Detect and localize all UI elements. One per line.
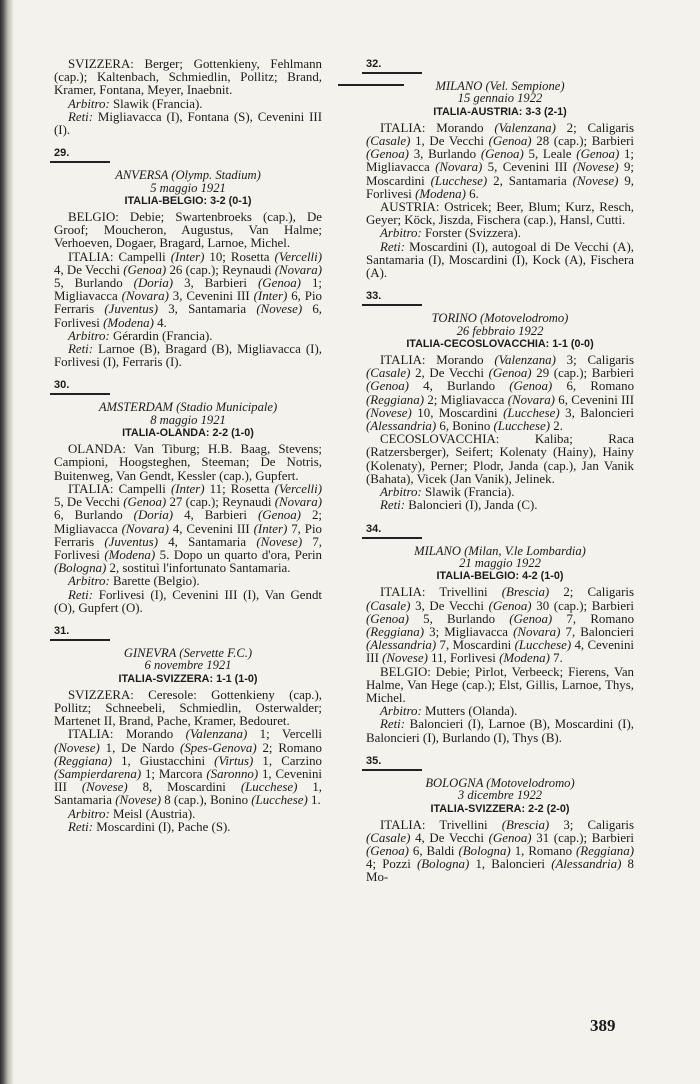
block-gap	[366, 513, 634, 523]
lineup-paragraph: CECOSLOVACCHIA: Kaliba; Raca (Ratzersberger), Seifert; Kolenaty (Hainy), Hainy (Kolenaty), Perner; Plodr, Janda (cap.), Jan Vanik (Bahata), Vicek (Jan Vanik), Jelinek.	[366, 432, 634, 486]
match-number: 30.	[54, 379, 70, 392]
match-score: ITALIA-BELGIO: 4-2 (1-0)	[436, 570, 564, 583]
lineup-paragraph: Reti: Larnoe (B), Bragard (B), Migliavacca (I), Forlivesi (I), Ferraris (I).	[54, 342, 322, 370]
match-number: 33.	[366, 290, 382, 303]
lineup-paragraph: Arbitro: Slawik (Francia).	[380, 485, 515, 500]
match-venue: AMSTERDAM (Stadio Municipale)	[98, 400, 278, 415]
match-block	[366, 523, 634, 745]
match-venue: MILANO (Vel. Sempione)	[435, 79, 565, 93]
lineup-paragraph: Reti: Moscardini (I), autogoal di De Vecchi (A), Santamaria (I), Moscardini (I), Kock (A), Fischera (A).	[366, 239, 634, 281]
lineup-paragraph: BELGIO: Debie; Pirlot, Verbeeck; Fierens, Van Halme, Van Hege (cap.); Elst, Gillis, Larnoe, Thys, Michel.	[366, 664, 634, 705]
lineup-paragraph: Arbitro: Barette (Belgio).	[68, 574, 200, 589]
match-block	[54, 625, 322, 834]
lineup-paragraph: ITALIA: Campelli (Inter) 10; Rosetta (Vercelli) 4, De Vecchi (Genoa) 26 (cap.); Reynaudi (Novara) 5, Burlando (Doria) 3, Barbieri (Genoa) 1; Migliavacca (Novara) 3, Cevenini III (Inter) 6, Pio Ferraris (Juventus) 3, Santamaria (Novese) 6, Forlivesi (Modena) 4.	[54, 249, 323, 330]
right-column	[366, 58, 634, 885]
match-block	[54, 379, 322, 614]
lineup-paragraph: ITALIA: Morando (Valenzana) 2; Caligaris (Casale) 1, De Vecchi (Genoa) 28 (cap.); Barbieri (Genoa) 3, Burlando (Genoa) 5, Leale (Genoa) 1; Migliavacca (Novara) 5, Cevenini III (Novese) 9; Moscardini (Lucchese) 2, Santamaria (Novese) 9, Forlivesi (Modena) 6.	[366, 120, 635, 201]
block-gap	[54, 369, 322, 379]
block-gap	[54, 137, 322, 147]
match-date: 21 maggio 1922	[459, 555, 541, 570]
match-number-rule	[362, 304, 422, 306]
match-number-rule	[362, 769, 422, 771]
lineup-paragraph: Reti: Forlivesi (I), Cevenini III (I), Van Gendt (O), Gupfert (O).	[54, 587, 322, 615]
lineup-paragraph: Reti: Baloncieri (I), Janda (C).	[380, 498, 538, 513]
match-number: 35.	[366, 754, 382, 767]
left-column	[54, 58, 322, 834]
lineup-paragraph: SVIZZERA: Ceresole: Gottenkieny (cap.), Pollitz; Schneebeli, Schmiedlin, Osterwalder; Martenet II, Brand, Pache, Kramer, Bedouret.	[54, 687, 322, 729]
lineup-paragraph: Arbitro: Meisl (Austria).	[68, 806, 196, 821]
match-date: 3 dicembre 1922	[457, 788, 543, 803]
match-block	[54, 147, 322, 369]
block-gap	[54, 615, 322, 625]
lineup-paragraph: Arbitro: Mutters (Olanda).	[380, 704, 518, 719]
lineup-paragraph: Arbitro: Gérardin (Francia).	[68, 328, 213, 343]
match-date: 5 maggio 1921	[150, 180, 226, 195]
match-block	[366, 58, 634, 280]
match-number: 34.	[366, 522, 382, 535]
match-score: ITALIA-BELGIO: 3-2 (0-1)	[124, 195, 252, 208]
match-venue: TORINO (Motovelodromo)	[431, 311, 569, 326]
lineup-paragraph: Reti: Migliavacca (I), Fontana (S), Cevenini III (I).	[54, 109, 322, 138]
match-score: ITALIA-AUSTRIA: 3-3 (2-1)	[433, 105, 567, 118]
match-number: 32.	[366, 58, 382, 70]
match-venue: GINEVRA (Servette F.C.)	[123, 645, 253, 660]
match-date: 6 novembre 1921	[144, 658, 232, 673]
lineup-paragraph: ITALIA: Trivellini (Brescia) 2; Caligaris (Casale) 3, De Vecchi (Genoa) 30 (cap.); Barbieri (Genoa) 5, Burlando (Genoa) 7, Romano (Reggiana) 3; Migliavacca (Novara) 7, Baloncieri (Alessandria) 7, Moscardini (Lucchese) 4, Cevenini III (Novese) 11, Forlivesi (Modena) 7.	[366, 585, 635, 666]
lineup-paragraph: Arbitro: Slawik (Francia).	[68, 96, 203, 111]
lineup-paragraph: SVIZZERA: Berger; Gottenkieny, Fehlmann (cap.); Kaltenbach, Schmiedlin, Pollitz; Brand, Kramer, Fontana, Meyer, Inaebnit.	[54, 57, 322, 98]
lineup-paragraph: ITALIA: Campelli (Inter) 11; Rosetta (Vercelli) 5, De Vecchi (Genoa) 27 (cap.); Reynaudi (Novara) 6, Burlando (Doria) 4, Barbieri (Genoa) 2; Migliavacca (Novara) 4, Cevenini III (Inter) 7, Pio Ferraris (Juventus) 4, Santamaria (Novese) 7, Forlivesi (Modena) 5. Dopo un quarto d'ora, Perin (Bologna) 2, sostituì l'infortunato Santamaria.	[54, 481, 323, 576]
match-venue: ANVERSA (Olymp. Stadium)	[115, 168, 261, 183]
match-score: ITALIA-SVIZZERA: 2-2 (2-0)	[430, 802, 570, 815]
match-score: ITALIA-OLANDA: 2-2 (1-0)	[122, 427, 254, 440]
lineup-paragraph: ITALIA: Trivellini (Brescia) 3; Caligaris (Casale) 4, De Vecchi (Genoa) 31 (cap.); Barbieri (Genoa) 6, Baldi (Bologna) 1, Romano (Reggiana) 4; Pozzi (Bologna) 1, Baloncieri (Alessandria) 8 Mo-	[366, 817, 634, 885]
lineup-paragraph: ITALIA: Morando (Valenzana) 1; Vercelli (Novese) 1, De Nardo (Spes-Genova) 2; Romano (Reggiana) 1, Giustacchini (Virtus) 1, Carzino (Sampierdarena) 1; Marcora (Saronno) 1, Cevenini III (Novese) 8, Moscardini (Lucchese) 1, Santamaria (Novese) 8 (cap.), Bonino (Lucchese) 1.	[54, 727, 323, 808]
match-score: ITALIA-CECOSLOVACCHIA: 1-1 (0-0)	[406, 338, 594, 351]
match-venue: BOLOGNA (Motovelodromo)	[425, 775, 575, 790]
lineup-paragraph: BELGIO: Debie; Swartenbroeks (cap.), De Groof; Moucheron, Augustus, Van Halme; Verhoeven, Dogaer, Bragard, Larnoe, Michel.	[54, 210, 322, 251]
lineup-paragraph: ITALIA: Morando (Valenzana) 3; Caligaris (Casale) 2, De Vecchi (Genoa) 29 (cap.); Barbieri (Genoa) 4, Burlando (Genoa) 6, Romano (Reggiana) 2; Migliavacca (Novara) 6, Cevenini III (Novese) 10, Moscardini (Lucchese) 3, Baloncieri (Alessandria) 6, Bonino (Lucchese) 2.	[366, 353, 635, 434]
match-date: 8 maggio 1921	[150, 412, 226, 427]
page-number: 389	[590, 1016, 616, 1035]
lineup-paragraph: Reti: Baloncieri (I), Larnoe (B), Moscardini (I), Baloncieri (I), Burlando (I), Thys (B).	[366, 717, 634, 745]
lineup-paragraph: OLANDA: Van Tiburg; H.B. Baag, Stevens; Campioni, Hoogsteghen, Steeman; De Notris, Buitenweg, Van Gendt, Kessler (cap.), Gupfert.	[54, 442, 322, 483]
block-gap	[366, 280, 634, 290]
match-number: 29.	[54, 147, 70, 160]
match-number-rule	[362, 537, 422, 539]
match-date: 15 gennaio 1922	[457, 91, 543, 106]
book-spine-shadow	[0, 0, 14, 1084]
match-block	[366, 290, 634, 512]
match-score: ITALIA-SVIZZERA: 1-1 (1-0)	[118, 672, 258, 685]
match-block	[366, 755, 634, 885]
match-number-rule	[50, 393, 110, 395]
match-block	[54, 58, 322, 137]
lineup-paragraph: AUSTRIA: Ostricek; Beer, Blum; Kurz, Resch, Geyer; Köck, Jiszda, Fischera (cap.), Hansl, Cutti.	[366, 200, 634, 228]
match-number-rule	[50, 639, 110, 641]
match-number: 31.	[54, 624, 70, 637]
lineup-paragraph: Arbitro: Forster (Svizzera).	[380, 226, 521, 241]
match-date: 26 febbraio 1922	[456, 323, 544, 338]
block-gap	[366, 745, 634, 755]
match-number-rule	[50, 161, 110, 163]
match-number-rule	[362, 72, 422, 74]
lineup-paragraph: Reti: Moscardini (I), Pache (S).	[68, 819, 231, 834]
match-venue: MILANO (Milan, V.le Lombardia)	[414, 543, 586, 558]
